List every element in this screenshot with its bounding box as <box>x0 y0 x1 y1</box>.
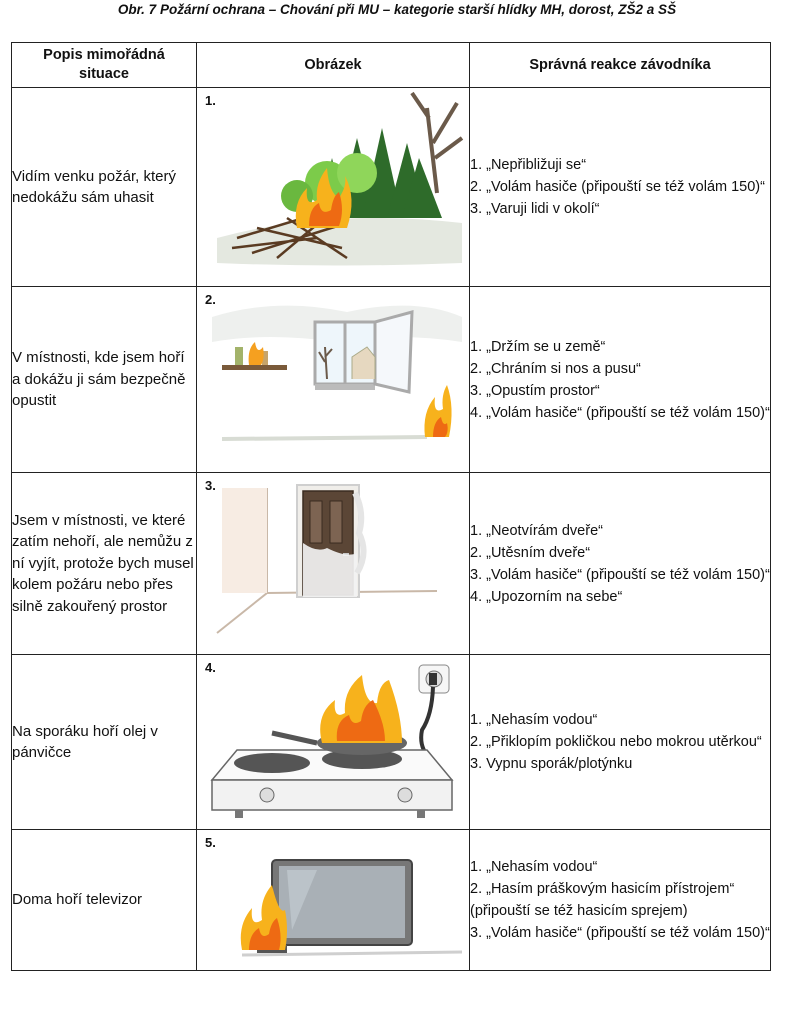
illustration-cell <box>197 88 470 287</box>
reaction-item: 4. „Volám hasiče“ (připouští se též volám 150)“ <box>470 404 770 421</box>
reaction-item: 2. „Hasím práškovým hasicím přístrojem“ (připouští se též hasicím sprejem) <box>470 881 735 919</box>
reaction-item: 2. „Přiklopím pokličkou nebo mokrou utěrkou“ <box>470 734 762 750</box>
reaction-item: 3. „Volám hasiče“ (připouští se též volám 150)“ <box>470 566 770 583</box>
room-fire-window-icon <box>197 287 470 473</box>
reaction-item: 2. „Chráním si nos a pusu“ <box>470 360 641 377</box>
illustration-number: 2. <box>205 292 216 307</box>
reaction-item: 3. „Volám hasiče“ (připouští se též volám 150)“ <box>470 925 770 941</box>
reaction-cell <box>470 473 771 655</box>
table-header-row <box>12 43 771 88</box>
reaction-item: 4. „Upozorním na sebe“ <box>470 588 623 605</box>
reaction-cell <box>470 287 771 473</box>
illustration-cell <box>197 830 470 971</box>
table-row <box>12 473 771 655</box>
illustration-cell <box>197 473 470 655</box>
pan-fire-stove-icon <box>197 655 470 830</box>
reaction-item: 1. „Nehasím vodou“ <box>470 712 598 728</box>
reaction-item: 2. „Utěsním dveře“ <box>470 544 591 561</box>
illustration-cell <box>197 655 470 830</box>
illustration-number: 5. <box>205 835 216 850</box>
reaction-item: 3. Vypnu sporák/plotýnku <box>470 756 633 772</box>
situation-description: Doma hoří televizor <box>12 830 197 971</box>
illustration-number: 4. <box>205 660 216 675</box>
header-description: Popis mimořádná situace <box>12 43 197 88</box>
illustration-number: 3. <box>205 478 216 493</box>
reaction-item: 1. „Neotvírám dveře“ <box>470 522 603 539</box>
table-row <box>12 830 771 971</box>
illustration-cell <box>197 287 470 473</box>
forest-fire-icon <box>197 88 470 287</box>
table-row <box>12 655 771 830</box>
reaction-item: 3. „Varuji lidi v okolí“ <box>470 201 600 217</box>
tv-fire-icon <box>197 830 470 971</box>
situation-description: Vidím venku požár, který nedokážu sám uhasit <box>12 88 197 287</box>
table-row <box>12 287 771 473</box>
situation-description: Jsem v místnosti, ve které zatím nehoří, ale nemůžu z ní vyjít, protože bych musel kolem požáru nebo přes silně zakouřený prostor <box>12 473 197 655</box>
situation-description: V místnosti, kde jsem hoří a dokážu ji sám bezpečně opustit <box>12 287 197 473</box>
reaction-cell <box>470 655 771 830</box>
reaction-item: 3. „Opustím prostor“ <box>470 382 600 399</box>
reaction-cell <box>470 88 771 287</box>
table-row <box>12 88 771 287</box>
header-picture: Obrázek <box>197 43 470 88</box>
reaction-cell <box>470 830 771 971</box>
figure-caption: Obr. 7 Požární ochrana – Chování při MU – kategorie starší hlídky MH, dorost, ZŠ2 a SŠ <box>117 2 677 17</box>
reaction-item: 1. „Držím se u země“ <box>470 338 606 355</box>
reaction-item: 1. „Nehasím vodou“ <box>470 859 598 875</box>
illustration-number: 1. <box>205 93 216 108</box>
smoky-door-icon <box>197 473 470 655</box>
header-reaction: Správná reakce závodníka <box>470 43 771 88</box>
reaction-item: 1. „Nepřibližuji se“ <box>470 157 587 173</box>
situation-description: Na sporáku hoří olej v pánvičce <box>12 655 197 830</box>
reaction-item: 2. „Volám hasiče (připouští se též volám 150)“ <box>470 179 765 195</box>
fire-safety-table <box>11 42 771 971</box>
